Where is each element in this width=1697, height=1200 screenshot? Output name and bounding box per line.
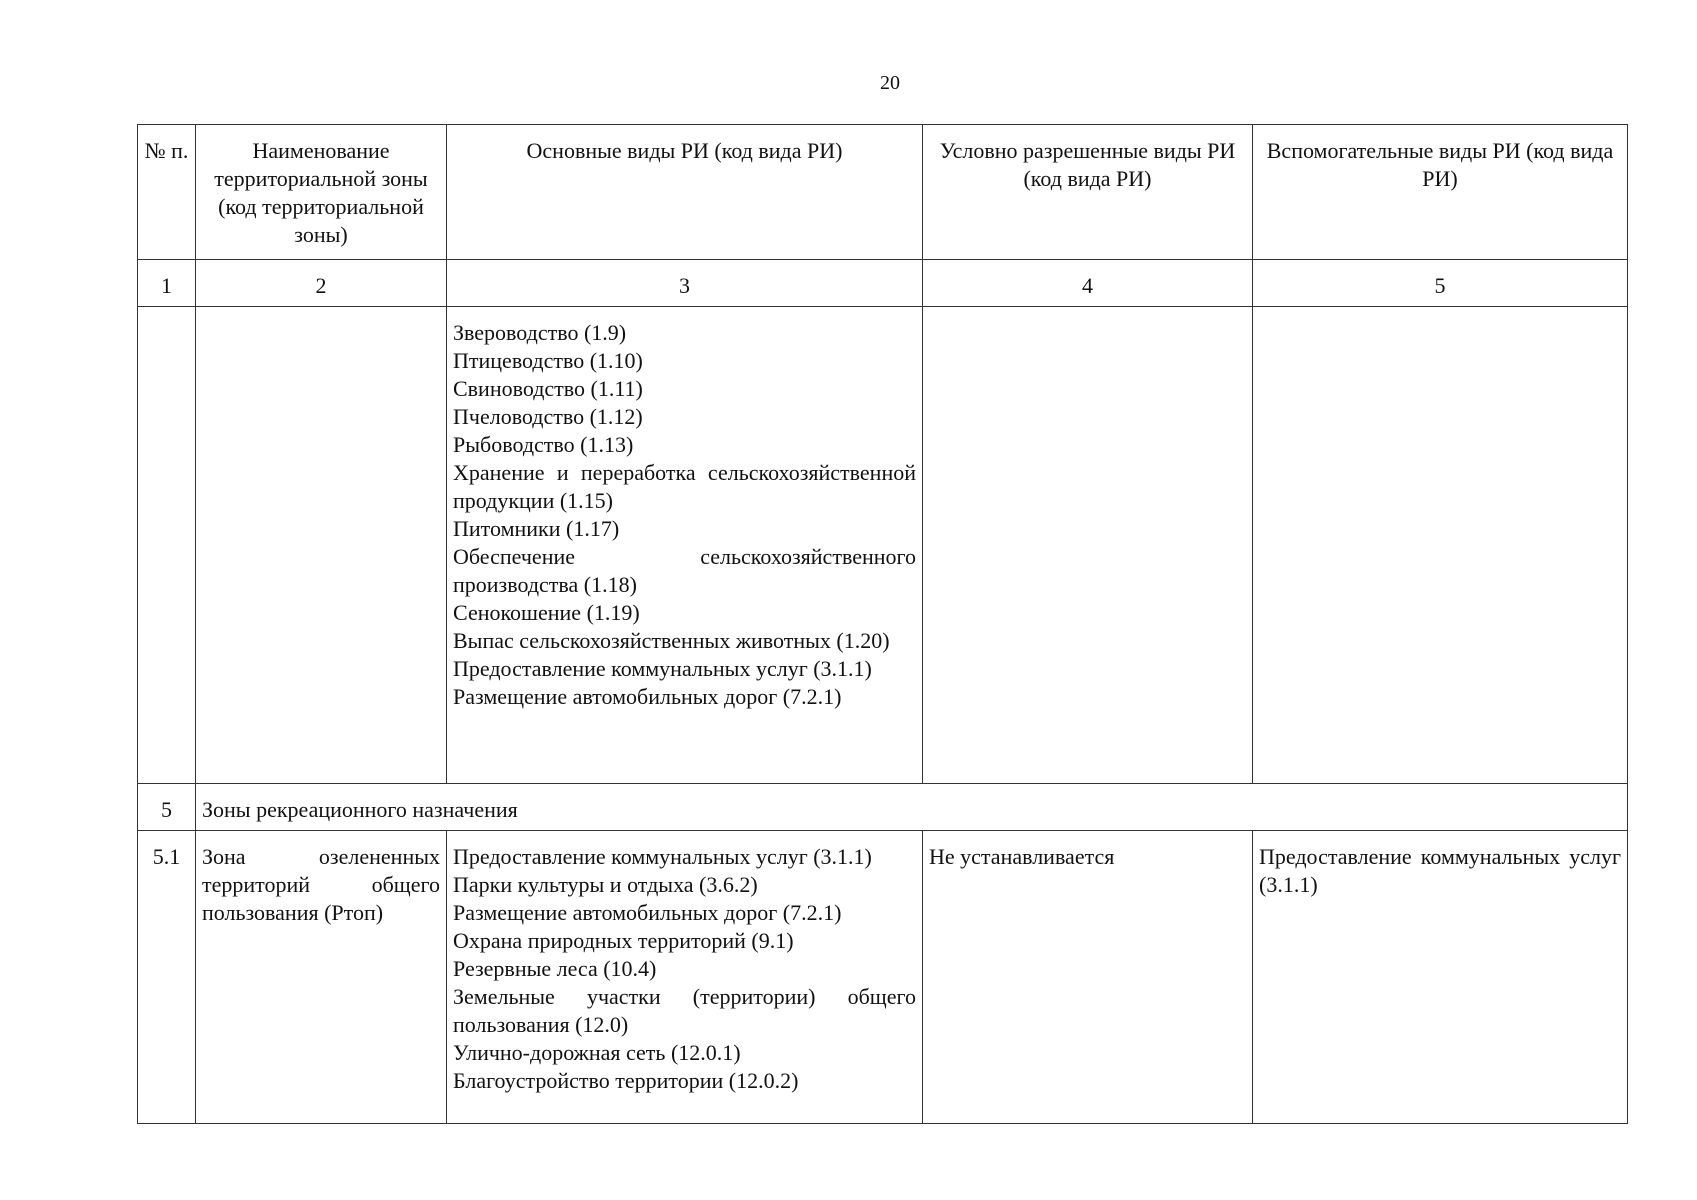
zoning-table <box>137 124 1628 1124</box>
header-number: № п. <box>138 125 196 260</box>
table-row-continued <box>138 307 1628 784</box>
list-item: Улично-дорожная сеть (12.0.1) <box>453 1040 741 1065</box>
list-item: Рыбоводство (1.13) <box>453 432 634 457</box>
list-item: Предоставление коммунальных услуг (3.1.1) <box>453 844 872 869</box>
main-uses-cell <box>447 307 923 784</box>
table-row <box>138 831 1628 1124</box>
table-section-row <box>138 784 1628 831</box>
auxiliary-uses-cell <box>1253 307 1628 784</box>
list-item: Сенокошение (1.19) <box>453 600 640 625</box>
main-uses-cell <box>447 831 923 1124</box>
conditional-uses-cell <box>923 307 1253 784</box>
section-number: 5 <box>138 784 196 831</box>
header-main-uses: Основные виды РИ (код вида РИ) <box>447 125 923 260</box>
header-conditional-uses: Условно разрешенные виды РИ (код вида РИ) <box>923 125 1253 260</box>
section-title: Зоны рекреационного назначения <box>196 784 1628 831</box>
list-item: Размещение автомобильных дорог (7.2.1) <box>453 900 842 925</box>
page-number: 20 <box>880 72 900 94</box>
list-item: Парки культуры и отдыха (3.6.2) <box>453 872 758 897</box>
list-item: Земельные участки (территории) общего пользования (12.0) <box>453 984 916 1037</box>
list-item: Резервные леса (10.4) <box>453 956 657 981</box>
index-cell: 2 <box>196 260 447 307</box>
list-item: Охрана природных территорий (9.1) <box>453 928 794 953</box>
table-header-row <box>138 125 1628 260</box>
list-item: Размещение автомобильных дорог (7.2.1) <box>453 684 842 709</box>
list-item: Обеспечение сельскохозяйственного производства (1.18) <box>453 544 916 597</box>
row-number-cell <box>138 307 196 784</box>
auxiliary-uses-cell: Предоставление коммунальных услуг (3.1.1) <box>1253 831 1628 1124</box>
header-zone-name: Наименование территориальной зоны (код территориальной зоны) <box>196 125 447 260</box>
index-cell: 5 <box>1253 260 1628 307</box>
index-cell: 4 <box>923 260 1253 307</box>
list-item: Свиноводство (1.11) <box>453 376 643 401</box>
list-item: Предоставление коммунальных услуг (3.1.1) <box>453 656 872 681</box>
list-item: Звероводство (1.9) <box>453 320 627 345</box>
table-index-row <box>138 260 1628 307</box>
list-item: Питомники (1.17) <box>453 516 620 541</box>
list-item: Птицеводство (1.10) <box>453 348 643 373</box>
list-item: Пчеловодство (1.12) <box>453 404 643 429</box>
list-item: Выпас сельскохозяйственных животных (1.20) <box>453 628 890 653</box>
header-auxiliary-uses: Вспомогательные виды РИ (код вида РИ) <box>1253 125 1628 260</box>
conditional-uses-cell: Не устанавливается <box>923 831 1253 1124</box>
zone-name-cell: Зона озелененных территорий общего пользования (Ртоп) <box>196 831 447 1124</box>
row-number-cell: 5.1 <box>138 831 196 1124</box>
list-item: Благоустройство территории (12.0.2) <box>453 1068 799 1093</box>
index-cell: 1 <box>138 260 196 307</box>
list-item: Хранение и переработка сельскохозяйственной продукции (1.15) <box>453 460 916 513</box>
zone-name-cell <box>196 307 447 784</box>
index-cell: 3 <box>447 260 923 307</box>
